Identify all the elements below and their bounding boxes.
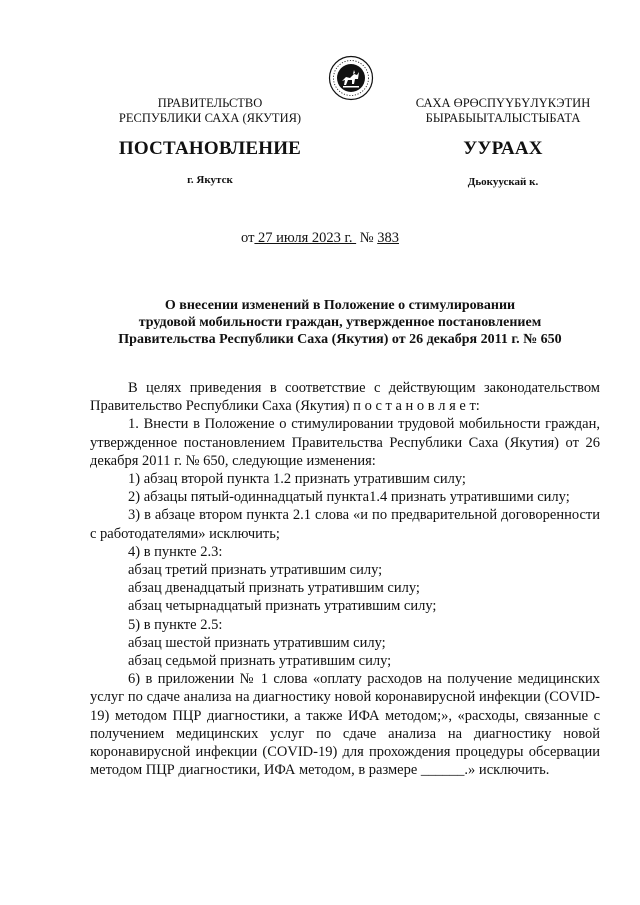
paragraph-sub-4c: абзац четырнадцатый признать утратившим силу; (128, 598, 437, 615)
paragraph-sub-4b: абзац двенадцатый признать утратившим силу; (128, 580, 420, 597)
paragraph-sub-5a: абзац шестой признать утратившим силу; (128, 634, 386, 651)
paragraph-sub-6: 6) в приложении № 1 слова «оплату расходов на получение медицинских услуг по сдаче анализа на диагностику новой коронавирусной инфекции (COVID-19) методом ПЦР диагностики, а также ИФА методом;», «расходы, связанные с получением медицинских услуг по сдаче анализа на диагностику новой коронавирусной инфекции (COVID-19) для прохождения процедуры обсервации методом ПЦР диагностики, ИФА методом, в размере ______.» исключить. (90, 671, 600, 779)
decree-number: 383 (377, 230, 399, 246)
issuer-left-line2: РЕСПУБЛИКИ САХА (ЯКУТИЯ) (118, 111, 302, 125)
paragraph-sub-5: 5) в пункте 2.5: (128, 616, 223, 633)
paragraph-sub-4: 4) в пункте 2.3: (128, 543, 223, 560)
decree-subject (90, 297, 590, 348)
issuer-right-line2: БЫРАБЫЫТАЛЫСТЫБАТА (425, 111, 581, 125)
decree-body (90, 379, 600, 779)
coat-of-arms-icon (328, 55, 374, 101)
paragraph-sub-5b: абзац седьмой признать утратившим силу; (128, 653, 392, 670)
issuer-right (393, 96, 613, 126)
date-prefix: от (241, 230, 255, 246)
paragraph-sub-1: 1) абзац второй пункта 1.2 признать утратившим силу; (128, 471, 466, 488)
paragraph-sub-2: 2) абзацы пятый-одиннадцатый пункта1.4 признать утратившими силу; (128, 489, 570, 506)
decree-date-line (0, 230, 640, 247)
subject-line3: Правительства Республики Саха (Якутия) от 26 декабря 2011 г. № 650 (118, 332, 562, 347)
paragraph-sub-4a: абзац третий признать утратившим силу; (128, 562, 383, 579)
paragraph-preamble: В целях приведения в соответствие с действующим законодательством Правительство Республики Саха (Якутия) п о с т а н о в л я е т: (90, 380, 600, 415)
subject-line1: О внесении изменений в Положение о стимулировании (164, 298, 516, 313)
subject-line2: трудовой мобильности граждан, утвержденное постановлением (138, 315, 542, 330)
city-ru: г. Якутск (187, 174, 233, 186)
paragraph-item-1: 1. Внести в Положение о стимулировании трудовой мобильности граждан, утвержденное постановлением Правительства Республики Саха (Якутия) от 26 декабря 2011 г. № 650, следующие изменения: (90, 416, 600, 469)
issuer-right-line1: САХА ӨРӨСПҮҮБҮЛҮКЭТИН (415, 96, 591, 110)
city-sah: Дьокуускай к. (467, 176, 539, 188)
issuer-left-line1: ПРАВИТЕЛЬСТВО (157, 96, 263, 110)
document-type-sah: УУРААХ (463, 138, 543, 159)
decree-date: 27 июля 2023 г. (258, 230, 353, 246)
issuer-left (100, 96, 320, 126)
number-prefix: № (359, 230, 374, 246)
document-type-ru: ПОСТАНОВЛЕНИЕ (118, 138, 302, 159)
paragraph-sub-3: 3) в абзаце втором пункта 2.1 слова «и по предварительной договоренности с работодателями» исключить; (90, 507, 600, 542)
